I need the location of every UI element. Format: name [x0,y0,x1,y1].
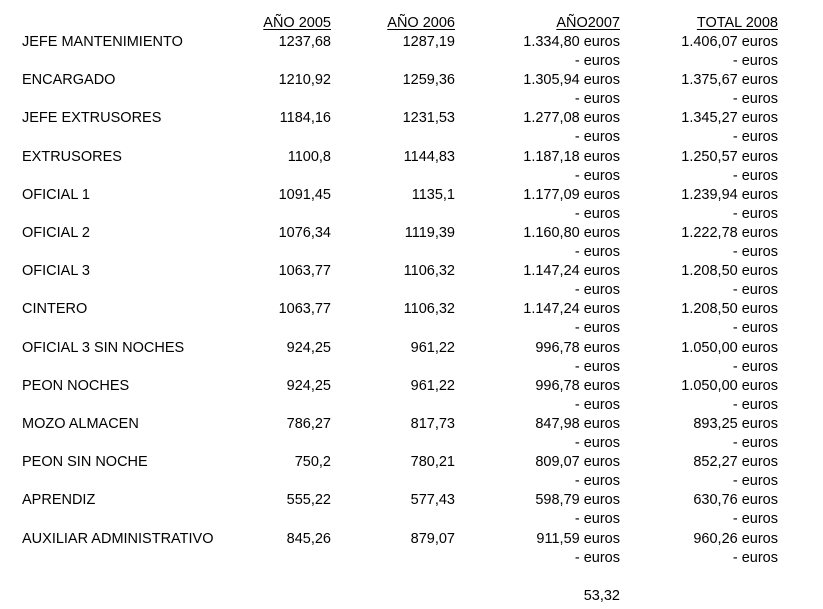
row-value-2008: 1.050,00 euros [681,340,778,356]
row-continuation-2007: - euros [574,550,620,566]
row-continuation-2007: - euros [574,435,620,451]
row-value-2006: 817,73 [410,416,455,432]
row-value-2007: 1.334,80 euros [523,34,620,50]
row-position-name: AUXILIAR ADMINISTRATIVO [22,531,214,547]
row-value-2005: 924,25 [286,340,331,356]
row-value-2008: 630,76 euros [693,492,778,508]
row-continuation-2008: - euros [732,129,778,145]
row-continuation-2007: - euros [574,206,620,222]
row-value-2007: 1.277,08 euros [523,110,620,126]
row-continuation-2008: - euros [732,359,778,375]
row-continuation-2008: - euros [732,320,778,336]
row-value-2006: 780,21 [410,454,455,470]
row-position-name: JEFE MANTENIMIENTO [22,34,183,50]
row-value-2007: 1.177,09 euros [523,187,620,203]
row-value-2006: 577,43 [410,492,455,508]
row-value-2007: 996,78 euros [535,378,620,394]
row-value-2006: 1231,53 [402,110,455,126]
row-value-2005: 1063,77 [278,301,331,317]
row-value-2008: 1.250,57 euros [681,149,778,165]
row-position-name: OFICIAL 1 [22,187,90,203]
row-continuation-2007: - euros [574,53,620,69]
row-value-2005: 1091,45 [278,187,331,203]
row-value-2007: 809,07 euros [535,454,620,470]
row-value-2008: 1.208,50 euros [681,301,778,317]
row-continuation-2008: - euros [732,282,778,298]
row-value-2006: 1287,19 [402,34,455,50]
row-continuation-2007: - euros [574,397,620,413]
row-value-2006: 1144,83 [403,149,455,165]
row-value-2006: 1259,36 [402,72,455,88]
footer-value: 53,32 [583,588,620,604]
row-value-2005: 1100,8 [287,149,331,165]
row-value-2006: 1106,32 [403,263,455,279]
row-value-2008: 1.406,07 euros [681,34,778,50]
row-value-2005: 1210,92 [278,72,331,88]
row-continuation-2008: - euros [732,473,778,489]
row-value-2005: 1076,34 [278,225,331,241]
row-value-2005: 1063,77 [278,263,331,279]
row-value-2008: 1.239,94 euros [681,187,778,203]
row-position-name: OFICIAL 3 [22,263,90,279]
row-value-2007: 598,79 euros [535,492,620,508]
row-position-name: PEON SIN NOCHE [22,454,148,470]
row-continuation-2008: - euros [732,91,778,107]
row-value-2006: 1106,32 [403,301,455,317]
row-value-2007: 1.305,94 euros [523,72,620,88]
row-value-2006: 1135,1 [411,187,455,203]
row-continuation-2007: - euros [574,91,620,107]
row-continuation-2007: - euros [574,282,620,298]
row-position-name: MOZO ALMACEN [22,416,139,432]
row-continuation-2008: - euros [732,53,778,69]
row-value-2007: 847,98 euros [535,416,620,432]
row-continuation-2008: - euros [732,550,778,566]
row-value-2007: 1.147,24 euros [523,301,620,317]
row-value-2005: 1184,16 [279,110,331,126]
row-continuation-2008: - euros [732,244,778,260]
row-value-2008: 1.375,67 euros [681,72,778,88]
row-continuation-2008: - euros [732,168,778,184]
row-continuation-2007: - euros [574,244,620,260]
row-value-2005: 924,25 [286,378,331,394]
row-value-2008: 1.208,50 euros [681,263,778,279]
row-value-2005: 555,22 [286,492,331,508]
row-value-2006: 879,07 [410,531,455,547]
row-position-name: ENCARGADO [22,72,116,88]
row-value-2007: 911,59 euros [536,531,620,547]
row-continuation-2007: - euros [574,359,620,375]
row-continuation-2007: - euros [574,473,620,489]
row-position-name: CINTERO [22,301,88,317]
row-value-2007: 996,78 euros [535,340,620,356]
header-total-2008: TOTAL 2008 [696,15,778,31]
row-value-2006: 961,22 [410,340,455,356]
row-value-2008: 852,27 euros [693,454,778,470]
row-value-2005: 786,27 [286,416,331,432]
row-position-name: JEFE EXTRUSORES [22,110,162,126]
row-position-name: PEON NOCHES [22,378,130,394]
header-year-2007: AÑO2007 [556,15,620,31]
row-value-2006: 961,22 [410,378,455,394]
row-position-name: EXTRUSORES [22,149,122,165]
row-value-2007: 1.147,24 euros [523,263,620,279]
row-value-2008: 1.345,27 euros [681,110,778,126]
row-value-2006: 1119,39 [404,225,455,241]
row-value-2005: 750,2 [294,454,331,470]
header-year-2006: AÑO 2006 [387,15,455,31]
row-value-2005: 1237,68 [278,34,331,50]
row-value-2008: 960,26 euros [693,531,778,547]
row-position-name: APRENDIZ [22,492,96,508]
row-position-name: OFICIAL 2 [22,225,90,241]
row-continuation-2007: - euros [574,168,620,184]
row-value-2005: 845,26 [286,531,331,547]
row-value-2008: 1.222,78 euros [681,225,778,241]
row-value-2007: 1.187,18 euros [523,149,620,165]
row-continuation-2008: - euros [732,511,778,527]
row-value-2008: 1.050,00 euros [681,378,778,394]
row-position-name: OFICIAL 3 SIN NOCHES [22,340,185,356]
row-continuation-2007: - euros [574,129,620,145]
row-continuation-2007: - euros [574,320,620,336]
row-continuation-2008: - euros [732,397,778,413]
row-continuation-2008: - euros [732,435,778,451]
row-continuation-2007: - euros [574,511,620,527]
row-continuation-2008: - euros [732,206,778,222]
row-value-2007: 1.160,80 euros [523,225,620,241]
row-value-2008: 893,25 euros [693,416,778,432]
header-year-2005: AÑO 2005 [263,15,331,31]
